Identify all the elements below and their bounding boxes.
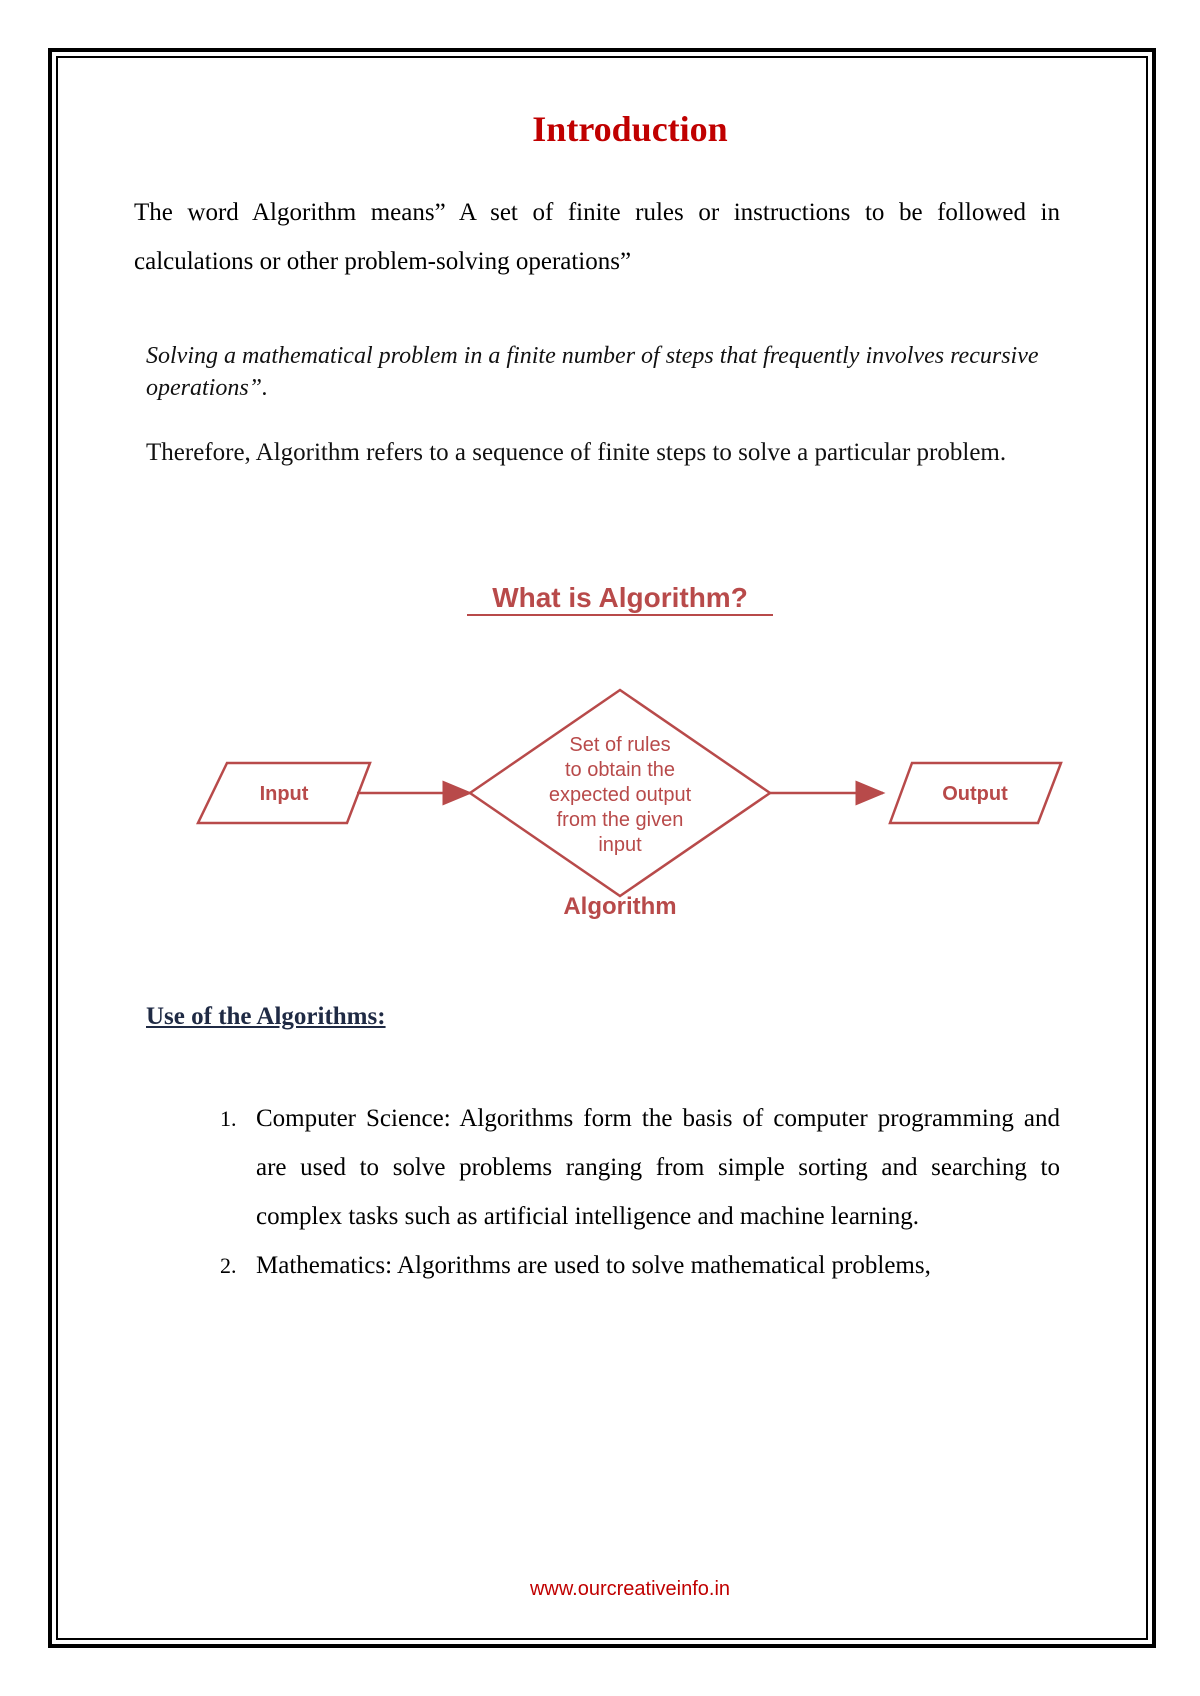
algorithm-diagram xyxy=(190,555,1070,955)
intro-paragraph: The word Algorithm means” A set of finite rules or instructions to be followed in calculations or other problem-solving operations” xyxy=(134,199,1060,275)
center-line-5: input xyxy=(598,834,642,856)
list-item-text: Mathematics: Algorithms are used to solve mathematical problems, xyxy=(256,1252,931,1279)
diagram-title: What is Algorithm? xyxy=(492,582,748,613)
page-title: Introduction xyxy=(532,109,728,149)
footer-website[interactable]: www.ourcreativeinfo.in xyxy=(529,1578,731,1600)
list-item-number: 2. xyxy=(220,1253,237,1278)
center-line-4: from the given xyxy=(556,809,684,831)
algorithm-caption: Algorithm xyxy=(563,893,677,920)
list-item xyxy=(220,1241,1060,1290)
list-item-number: 1. xyxy=(220,1106,237,1131)
output-label: Output xyxy=(942,783,1008,805)
input-label: Input xyxy=(259,783,309,805)
center-line-2: to obtain the xyxy=(564,759,676,781)
use-heading: Use of the Algorithms: xyxy=(146,1003,386,1030)
list-item xyxy=(220,1094,1060,1241)
quote-paragraph: Solving a mathematical problem in a finite number of steps that frequently involves recursive operations”. xyxy=(146,343,1039,401)
center-line-1: Set of rules xyxy=(569,734,671,756)
uses-list xyxy=(220,1094,1060,1290)
list-item-text: Computer Science: Algorithms form the basis of computer programming and are used to solve problems ranging from simple sorting and searching to complex tasks such as artificial intelligence and machine learning. xyxy=(256,1105,1060,1230)
center-line-3: expected output xyxy=(548,784,692,806)
therefore-paragraph: Therefore, Algorithm refers to a sequence of finite steps to solve a particular problem. xyxy=(146,439,1007,466)
